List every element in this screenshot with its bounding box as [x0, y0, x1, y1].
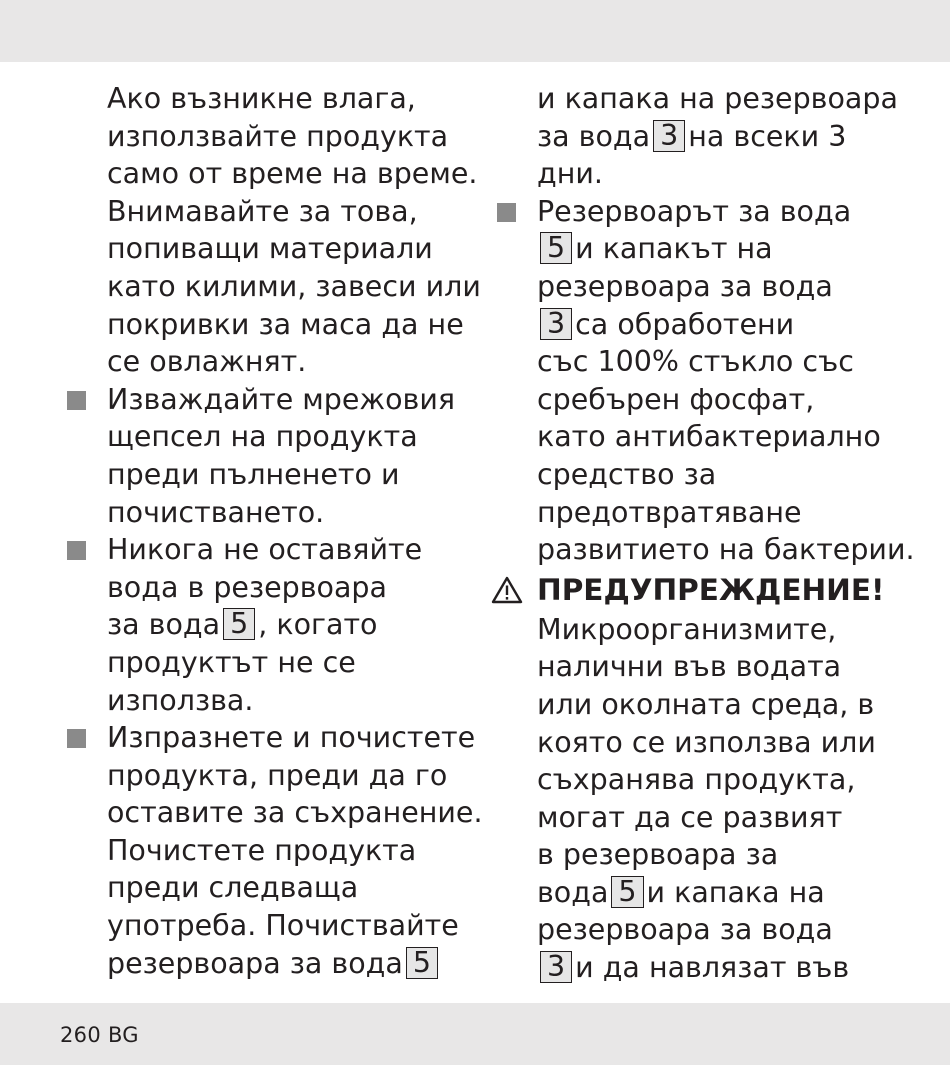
text-line: [107, 155, 477, 193]
text-segment: налични във водата: [537, 650, 842, 684]
text-line: [107, 230, 477, 268]
text-line: [107, 869, 477, 907]
text-line: [537, 724, 937, 762]
text-segment: Изваждайте мрежовия: [107, 382, 455, 416]
text-line: [537, 686, 937, 724]
text-segment: вода: [537, 875, 609, 909]
text-line: [107, 531, 477, 569]
warning-triangle-icon: [491, 576, 523, 604]
part-number-badge: 5: [223, 608, 255, 640]
text-line: [107, 907, 477, 945]
part-number-badge: 3: [540, 308, 572, 340]
text-line: [537, 611, 937, 649]
text-line: [107, 606, 477, 644]
text-segment: и капака на резервоара: [537, 82, 898, 115]
warning-title: ПРЕДУПРЕЖДЕНИЕ!: [537, 572, 885, 607]
text-line: [537, 531, 937, 569]
text-line: [107, 80, 477, 118]
text-segment: и да навлязат във: [575, 951, 850, 985]
part-number-badge: 3: [653, 120, 685, 152]
page-number: 260 BG: [60, 1023, 139, 1047]
text-segment: като килими, завеси или: [107, 269, 481, 303]
text-segment: със 100% стъкло със: [537, 345, 854, 379]
text-segment: Внимавайте за това,: [107, 194, 418, 228]
text-segment: средство за: [537, 457, 717, 491]
text-segment: на всеки 3: [688, 119, 847, 153]
bullet-square-icon: [497, 203, 516, 222]
text-line: [537, 418, 937, 456]
text-segment: резервоара за вода: [107, 946, 403, 980]
text-segment: резервоара за вода: [537, 913, 833, 947]
text-line: [537, 155, 937, 193]
text-segment: използвайте продукта: [107, 119, 449, 153]
text-segment: само от време на време.: [107, 157, 478, 191]
text-segment: Изпразнете и почистете: [107, 721, 476, 755]
right-column: [537, 80, 937, 987]
part-number-badge: 3: [540, 951, 572, 983]
text-segment: щепсел на продукта: [107, 420, 418, 454]
text-line: [107, 343, 477, 381]
text-segment: сребърен фосфат,: [537, 382, 815, 416]
text-segment: Ако възникне влага,: [107, 82, 416, 115]
text-line: [537, 343, 937, 381]
text-line: [107, 306, 477, 344]
text-line: [107, 945, 477, 983]
text-segment: използва.: [107, 683, 254, 717]
text-segment: предотвратяване: [537, 495, 802, 529]
text-line: [107, 832, 477, 870]
text-line: [107, 456, 477, 494]
text-segment: дни.: [537, 157, 603, 191]
bullet-square-icon: [67, 541, 86, 560]
text-line: [537, 230, 937, 268]
text-segment: са обработени: [575, 307, 795, 341]
text-segment: , когато: [258, 608, 378, 642]
warning-heading: [537, 569, 937, 611]
text-segment: вода в резервоара: [107, 570, 387, 604]
footer-bar: [0, 1003, 950, 1065]
bullet-square-icon: [67, 729, 86, 748]
warning-text: [537, 611, 937, 987]
text-line: [107, 794, 483, 832]
text-line: [537, 118, 937, 156]
text-line: [537, 761, 937, 799]
text-segment: и капакът на: [575, 232, 773, 266]
text-segment: се овлажнят.: [107, 345, 307, 379]
left-column: [107, 80, 483, 982]
text-line: [107, 494, 477, 532]
text-segment: могат да се развият: [537, 800, 843, 834]
text-line: [537, 381, 937, 419]
text-line: [107, 757, 477, 795]
text-line: [107, 268, 481, 306]
text-segment: или околната среда, в: [537, 687, 875, 721]
text-segment: преди пълненето и: [107, 457, 400, 491]
text-line: [107, 118, 477, 156]
part-number-badge: 5: [611, 876, 643, 908]
bullet-square-icon: [67, 391, 86, 410]
text-segment: за вода: [537, 119, 651, 153]
text-segment: Никога не оставяйте: [107, 533, 423, 567]
text-segment: Резервоарът за вода: [537, 194, 852, 228]
text-segment: оставите за съхранение.: [107, 796, 483, 830]
text-line: [107, 418, 477, 456]
text-segment: преди следваща: [107, 871, 359, 905]
text-segment: покривки за маса да не: [107, 307, 464, 341]
text-line: [537, 949, 937, 987]
text-line: [537, 80, 937, 118]
text-segment: Микроорганизмите,: [537, 612, 837, 646]
text-line: [537, 874, 937, 912]
text-segment: продукта, преди да го: [107, 758, 448, 792]
text-line: [537, 836, 937, 874]
text-segment: и капака на: [646, 875, 825, 909]
text-line: [107, 644, 477, 682]
text-line: [537, 494, 937, 532]
text-segment: Почистете продукта: [107, 833, 417, 867]
text-segment: почистването.: [107, 495, 325, 529]
text-line: [107, 682, 477, 720]
text-line: [107, 719, 477, 757]
text-segment: употреба. Почиствайте: [107, 909, 459, 943]
text-segment: попиващи материали: [107, 232, 433, 266]
text-segment: съхранява продукта,: [537, 763, 856, 797]
text-segment: в резервоара за: [537, 838, 779, 872]
text-line: [537, 648, 937, 686]
text-segment: която се използва или: [537, 725, 876, 759]
text-line: [107, 193, 477, 231]
part-number-badge: 5: [406, 947, 438, 979]
text-segment: като антибактериално: [537, 420, 881, 454]
text-line: [537, 193, 937, 231]
right-column-text: [537, 80, 937, 569]
text-segment: продуктът не се: [107, 645, 356, 679]
text-segment: резервоара за вода: [537, 269, 833, 303]
text-segment: за вода: [107, 608, 221, 642]
text-line: [107, 569, 477, 607]
text-segment: развитието на бактерии.: [537, 533, 915, 567]
text-line: [107, 381, 477, 419]
part-number-badge: 5: [540, 232, 572, 264]
text-line: [537, 911, 937, 949]
text-line: [537, 306, 937, 344]
top-bar: [0, 0, 950, 62]
text-line: [537, 799, 937, 837]
text-line: [537, 456, 937, 494]
text-line: [537, 268, 937, 306]
